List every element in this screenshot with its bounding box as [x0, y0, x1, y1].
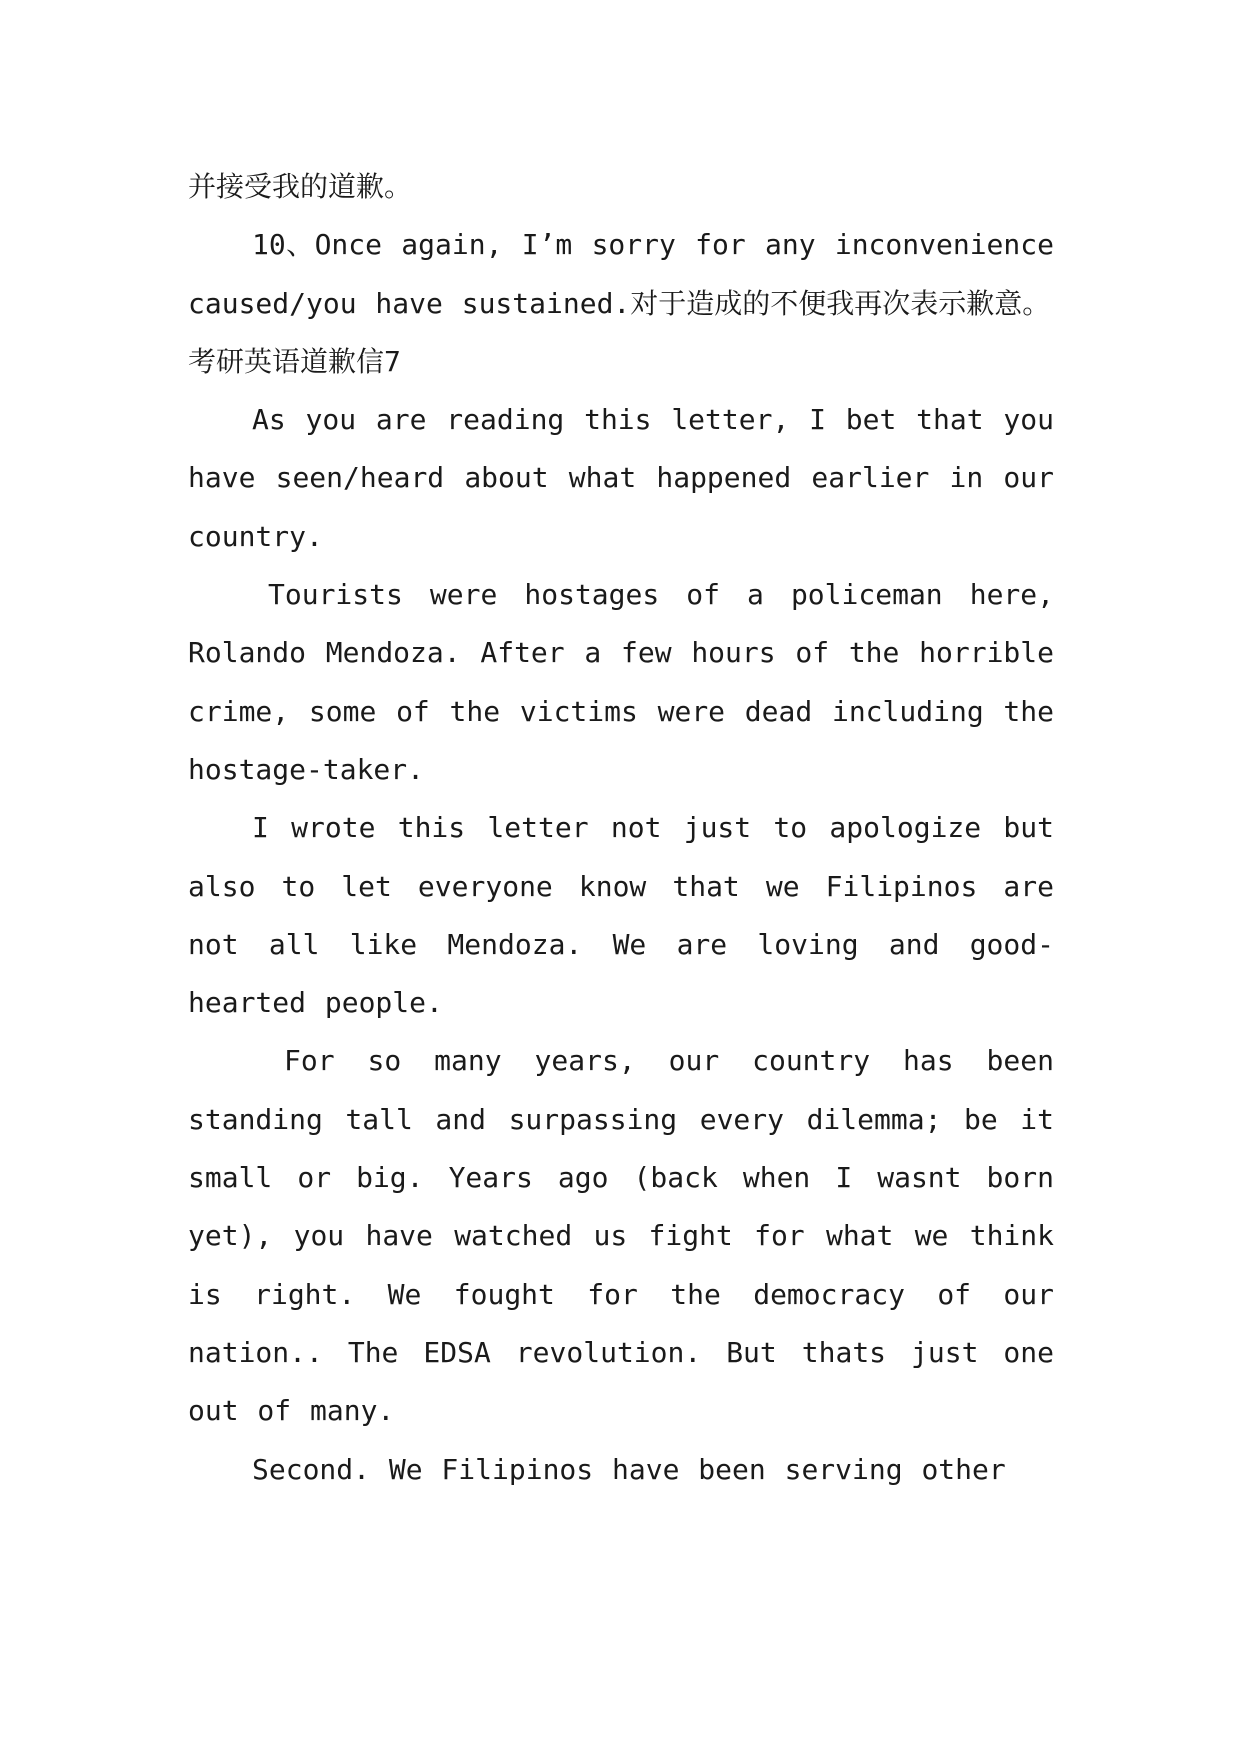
paragraph-apology: I wrote this letter not just to apologize but also to let everyone know that we Filipinos are not all like Mendoza. We are loving and good-hearted people.	[188, 811, 1054, 1020]
section-heading: 考研英语道歉信7	[188, 344, 401, 378]
paragraph-tourists: Tourists were hostages of a policeman here, Rolando Mendoza. After a few hours of the horrible crime, some of the victims were dead including the hostage-taker.	[188, 578, 1054, 786]
paragraph-history: For so many years, our country has been standing tall and surpassing every dilemma; be it small or big. Years ago (back when I wasnt born yet), you have watched us fight for what we think is right. We fought for the democracy of our nation.. The EDSA revolution. But thats just one out of many.	[188, 1044, 1054, 1428]
paragraph-letter-intro: As you are reading this letter, I bet that you have seen/heard about what happened earlier in our country.	[188, 403, 1054, 553]
paragraph-continuation: 并接受我的道歉。	[188, 170, 413, 203]
paragraph-item-10: 10、Once again, I’m sorry for any inconvenience caused/you have sustained.对于造成的不便我再次表示歉意。	[188, 228, 1054, 320]
paragraph-second: Second. We Filipinos have been serving other	[252, 1452, 1006, 1486]
document-body	[188, 158, 1054, 1499]
